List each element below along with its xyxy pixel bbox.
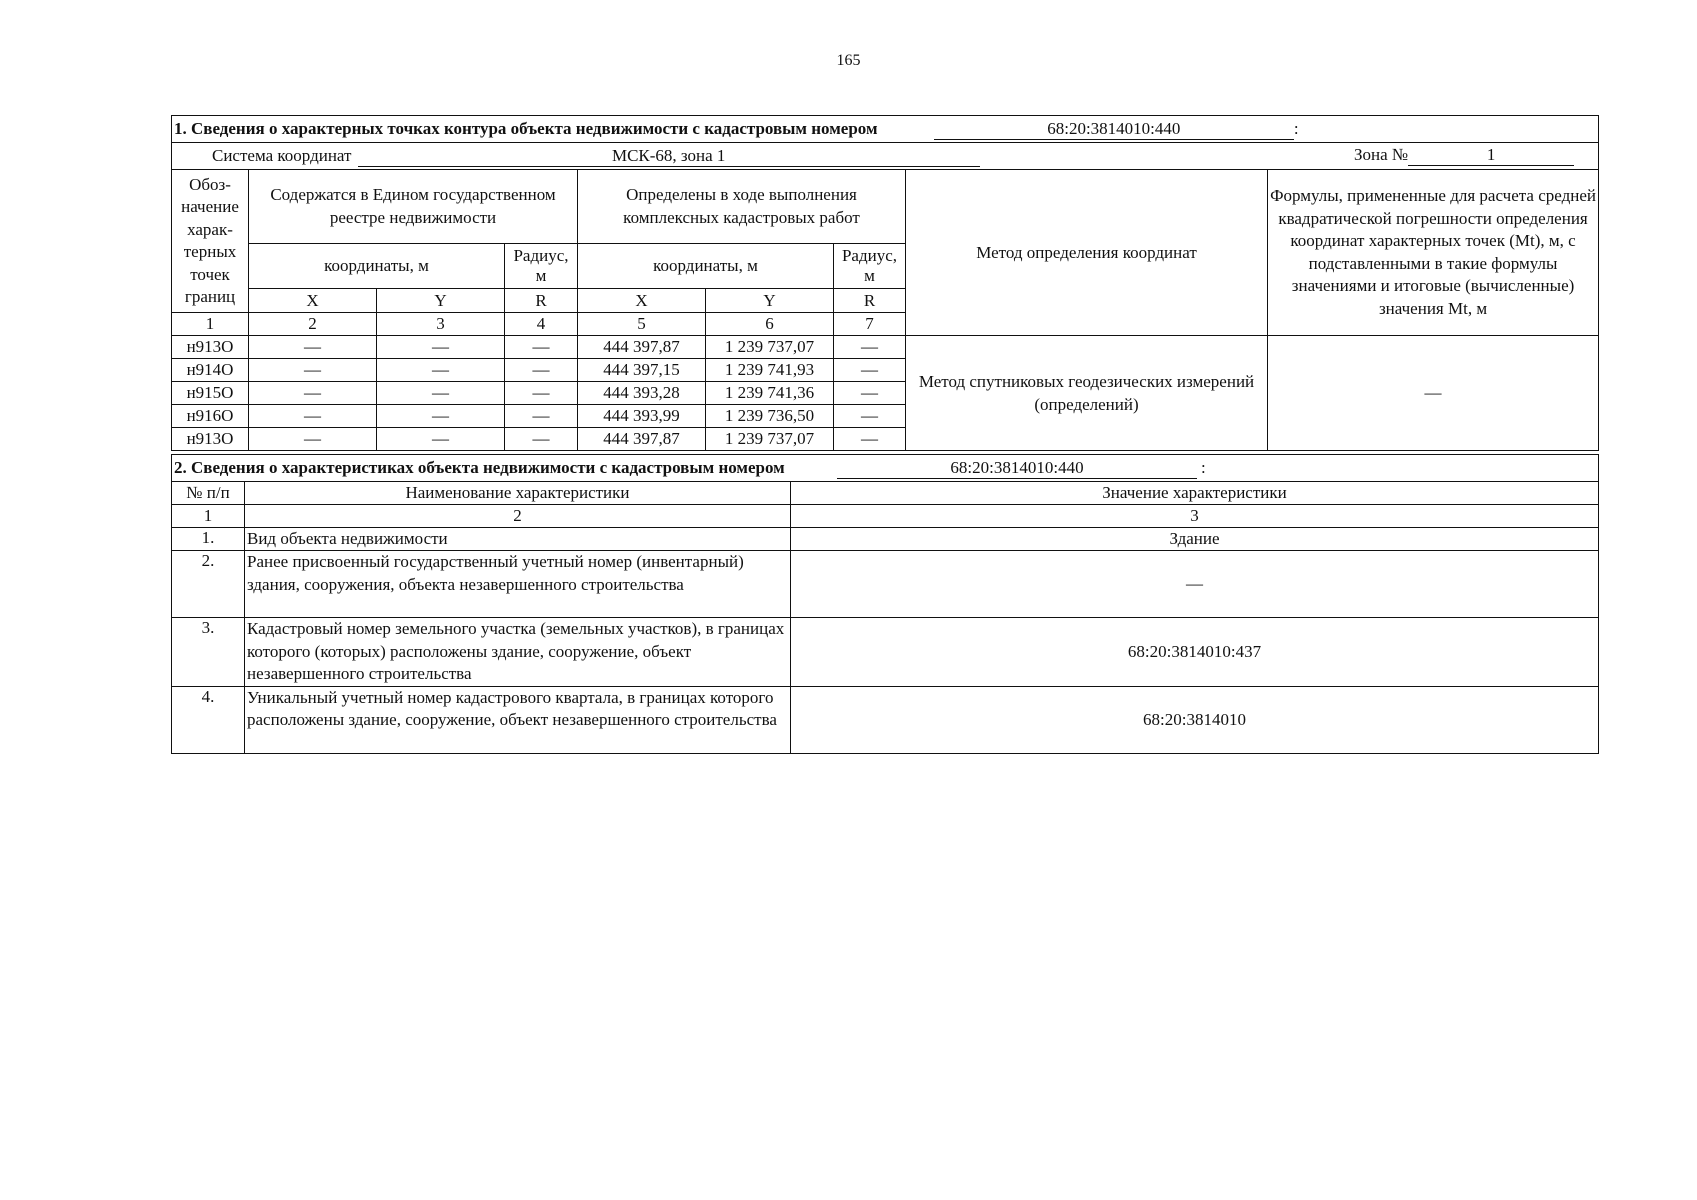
header-kkr-y: Y [706, 289, 834, 313]
characteristic-row [172, 618, 1599, 687]
section2-title: 2. Сведения о характеристиках объекта недвижимости с кадастровым номером [174, 457, 785, 477]
header-egrn-coords: координаты, м [249, 244, 505, 289]
characteristic-name: Ранее присвоенный государственный учетный номер (инвентарный) здания, сооружения, объекта незавершенного строительства [245, 551, 791, 618]
egrn-x: — [249, 336, 377, 359]
header-kkr-radius: Радиус, м [834, 244, 906, 289]
column-number: 3 [377, 313, 505, 336]
section2-column-numbers-row [172, 505, 1599, 528]
egrn-x: — [249, 428, 377, 451]
section2-cadastral-number: 68:20:3814010:440 [837, 458, 1197, 479]
kkr-r: — [834, 382, 906, 405]
section1-colon: : [1293, 118, 1299, 138]
header-method: Метод определения координат [906, 170, 1268, 336]
characteristic-num: 1. [172, 528, 245, 551]
formulas-value: — [1268, 336, 1599, 451]
kkr-y: 1 239 741,36 [706, 382, 834, 405]
section2-colon: : [1201, 457, 1206, 477]
kkr-r: — [834, 405, 906, 428]
zone-label: Зона № [1354, 145, 1409, 164]
header-formulas: Формулы, примененные для расчета средней квадратической погрешности определения координат характерных точек (Mt), м, с подставленными в такие формулы значениями и итоговые (вычисленные) значения Mt, м [1268, 170, 1599, 336]
egrn-r: — [505, 382, 578, 405]
header-egrn-x: X [249, 289, 377, 313]
characteristic-name: Вид объекта недвижимости [245, 528, 791, 551]
characteristic-row [172, 528, 1599, 551]
egrn-x: — [249, 359, 377, 382]
column-number: 4 [505, 313, 578, 336]
kkr-r: — [834, 336, 906, 359]
point-designation: н913О [172, 336, 249, 359]
characteristic-name: Уникальный учетный номер кадастрового квартала, в границах которого расположены здание, сооружение, объект незавершенного строительства [245, 686, 791, 753]
header-row-1 [172, 170, 1599, 244]
characteristic-row [172, 551, 1599, 618]
section1-title: 1. Сведения о характерных точках контура объекта недвижимости с кадастровым номером [174, 118, 878, 138]
characteristic-num: 4. [172, 686, 245, 753]
egrn-r: — [505, 428, 578, 451]
kkr-r: — [834, 359, 906, 382]
column-number: 2 [249, 313, 377, 336]
column-number: 1 [172, 505, 245, 528]
column-number: 2 [245, 505, 791, 528]
characteristic-value: — [791, 551, 1599, 618]
egrn-r: — [505, 405, 578, 428]
kkr-x: 444 393,99 [578, 405, 706, 428]
characteristic-num: 3. [172, 618, 245, 687]
section2-title-row [172, 455, 1599, 482]
zone-value: 1 [1408, 145, 1574, 166]
characteristic-value: Здание [791, 528, 1599, 551]
egrn-r: — [505, 359, 578, 382]
kkr-x: 444 397,87 [578, 336, 706, 359]
point-designation: н913О [172, 428, 249, 451]
characteristic-points-table [171, 115, 1599, 451]
coord-system-label: Система координат [212, 145, 352, 165]
point-designation: н915О [172, 382, 249, 405]
kkr-y: 1 239 741,93 [706, 359, 834, 382]
kkr-y: 1 239 737,07 [706, 336, 834, 359]
egrn-x: — [249, 405, 377, 428]
header-egrn: Содержатся в Едином государственном реестре недвижимости [249, 170, 578, 244]
point-designation: н914О [172, 359, 249, 382]
egrn-x: — [249, 382, 377, 405]
egrn-y: — [377, 336, 505, 359]
kkr-y: 1 239 736,50 [706, 405, 834, 428]
characteristic-name: Кадастровый номер земельного участка (земельных участков), в границах которого (которых) расположены здание, сооружение, объект незавершенного строительства [245, 618, 791, 687]
egrn-y: — [377, 428, 505, 451]
header-name: Наименование характеристики [245, 482, 791, 505]
kkr-y: 1 239 737,07 [706, 428, 834, 451]
characteristic-value: 68:20:3814010:437 [791, 618, 1599, 687]
egrn-y: — [377, 382, 505, 405]
characteristic-row [172, 686, 1599, 753]
section2-header-row [172, 482, 1599, 505]
column-number: 5 [578, 313, 706, 336]
header-value: Значение характеристики [791, 482, 1599, 505]
point-designation: н916О [172, 405, 249, 428]
kkr-x: 444 397,87 [578, 428, 706, 451]
section1-title-cell [172, 116, 1599, 143]
header-kkr-x: X [578, 289, 706, 313]
column-number: 1 [172, 313, 249, 336]
section2-title-cell [172, 455, 1599, 482]
header-kkr-coords: координаты, м [578, 244, 834, 289]
coord-system-value: МСК-68, зона 1 [358, 146, 980, 167]
object-characteristics-table [171, 454, 1599, 754]
header-num: № п/п [172, 482, 245, 505]
header-designation: Обоз-начение харак-терных точек границ [172, 170, 249, 313]
characteristic-num: 2. [172, 551, 245, 618]
column-number: 3 [791, 505, 1599, 528]
method-value: Метод спутниковых геодезических измерений (определений) [906, 336, 1268, 451]
characteristic-value: 68:20:3814010 [791, 686, 1599, 753]
section1-cadastral-number: 68:20:3814010:440 [934, 119, 1294, 140]
egrn-r: — [505, 336, 578, 359]
header-egrn-y: Y [377, 289, 505, 313]
header-kkr-r: R [834, 289, 906, 313]
page-number: 165 [836, 52, 861, 69]
column-number: 6 [706, 313, 834, 336]
header-egrn-r: R [505, 289, 578, 313]
kkr-r: — [834, 428, 906, 451]
column-number: 7 [834, 313, 906, 336]
kkr-x: 444 393,28 [578, 382, 706, 405]
point-row [172, 336, 1599, 359]
coord-system-row [172, 143, 1599, 170]
header-egrn-radius: Радиус, м [505, 244, 578, 289]
egrn-y: — [377, 359, 505, 382]
header-kkr: Определены в ходе выполнения комплексных кадастровых работ [578, 170, 906, 244]
egrn-y: — [377, 405, 505, 428]
section1-title-row [172, 116, 1599, 143]
coord-system-cell [172, 143, 1599, 170]
kkr-x: 444 397,15 [578, 359, 706, 382]
